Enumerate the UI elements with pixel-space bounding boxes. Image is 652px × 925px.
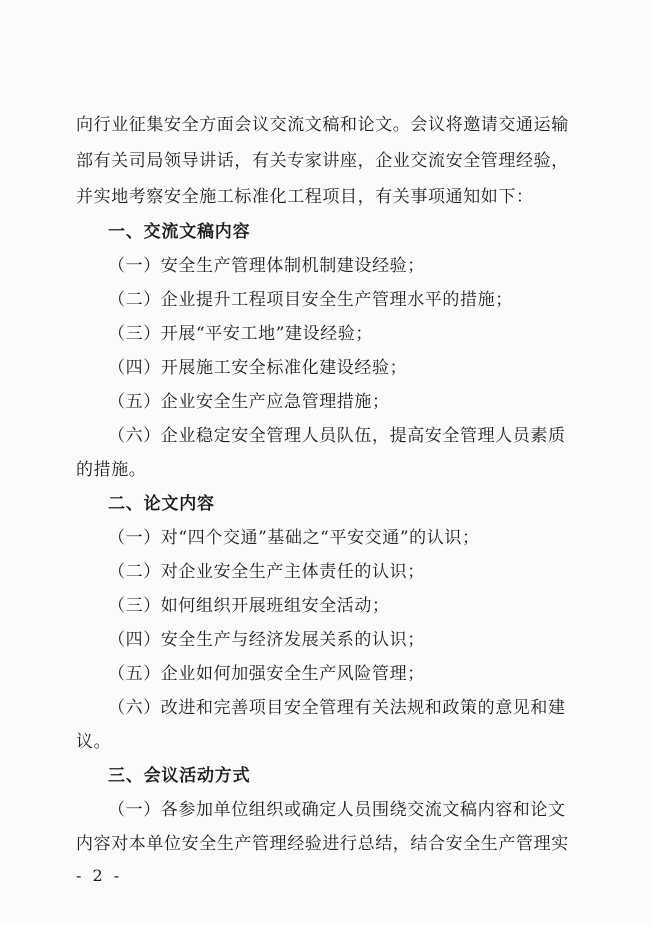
section-2-item-4: （四）安全生产与经济发展关系的认识； <box>108 630 425 650</box>
section-3-heading: 三、会议活动方式 <box>108 766 251 786</box>
section-1-item-1: （一）安全生产管理体制机制建设经验； <box>108 256 425 276</box>
section-1-item-6-continuation: 的措施。 <box>76 460 147 480</box>
page-number: - 2 - <box>76 866 123 885</box>
section-3-item-1-line-2: 内容对本单位安全生产管理经验进行总结，结合安全生产管理实 <box>76 834 569 854</box>
intro-line-3: 并实地考察安全施工标准化工程项目，有关事项通知如下： <box>76 187 534 207</box>
section-1-item-2: （二）企业提升工程项目安全生产管理水平的措施； <box>108 290 513 310</box>
section-1-item-4: （四）开展施工安全标准化建设经验； <box>108 358 408 378</box>
section-2-item-3: （三）如何组织开展班组安全活动； <box>108 596 390 616</box>
section-2-item-6-continuation: 议。 <box>76 732 112 752</box>
section-1-heading: 一、交流文稿内容 <box>108 222 251 242</box>
section-1-item-3: （三）开展“平安工地”建设经验； <box>108 324 373 344</box>
section-2-item-6: （六）改进和完善项目安全管理有关法规和政策的意见和建 <box>108 698 566 718</box>
intro-line-1: 向行业征集安全方面会议交流文稿和论文。会议将邀请交通运输 <box>76 115 569 135</box>
section-2-heading: 二、论文内容 <box>108 494 215 514</box>
section-2-item-2: （二）对企业安全生产主体责任的认识； <box>108 562 425 582</box>
section-1-item-6: （六）企业稳定安全管理人员队伍，提高安全管理人员素质 <box>108 426 566 446</box>
section-3-item-1-line-1: （一）各参加单位组织或确定人员围绕交流文稿内容和论文 <box>108 800 566 820</box>
section-2-item-5: （五）企业如何加强安全生产风险管理； <box>108 664 425 684</box>
section-2-item-1: （一）对“四个交通”基础之“平安交通”的认识； <box>108 528 480 548</box>
section-1-item-5: （五）企业安全生产应急管理措施； <box>108 392 390 412</box>
intro-line-2: 部有关司局领导讲话，有关专家讲座，企业交流安全管理经验， <box>76 151 569 171</box>
